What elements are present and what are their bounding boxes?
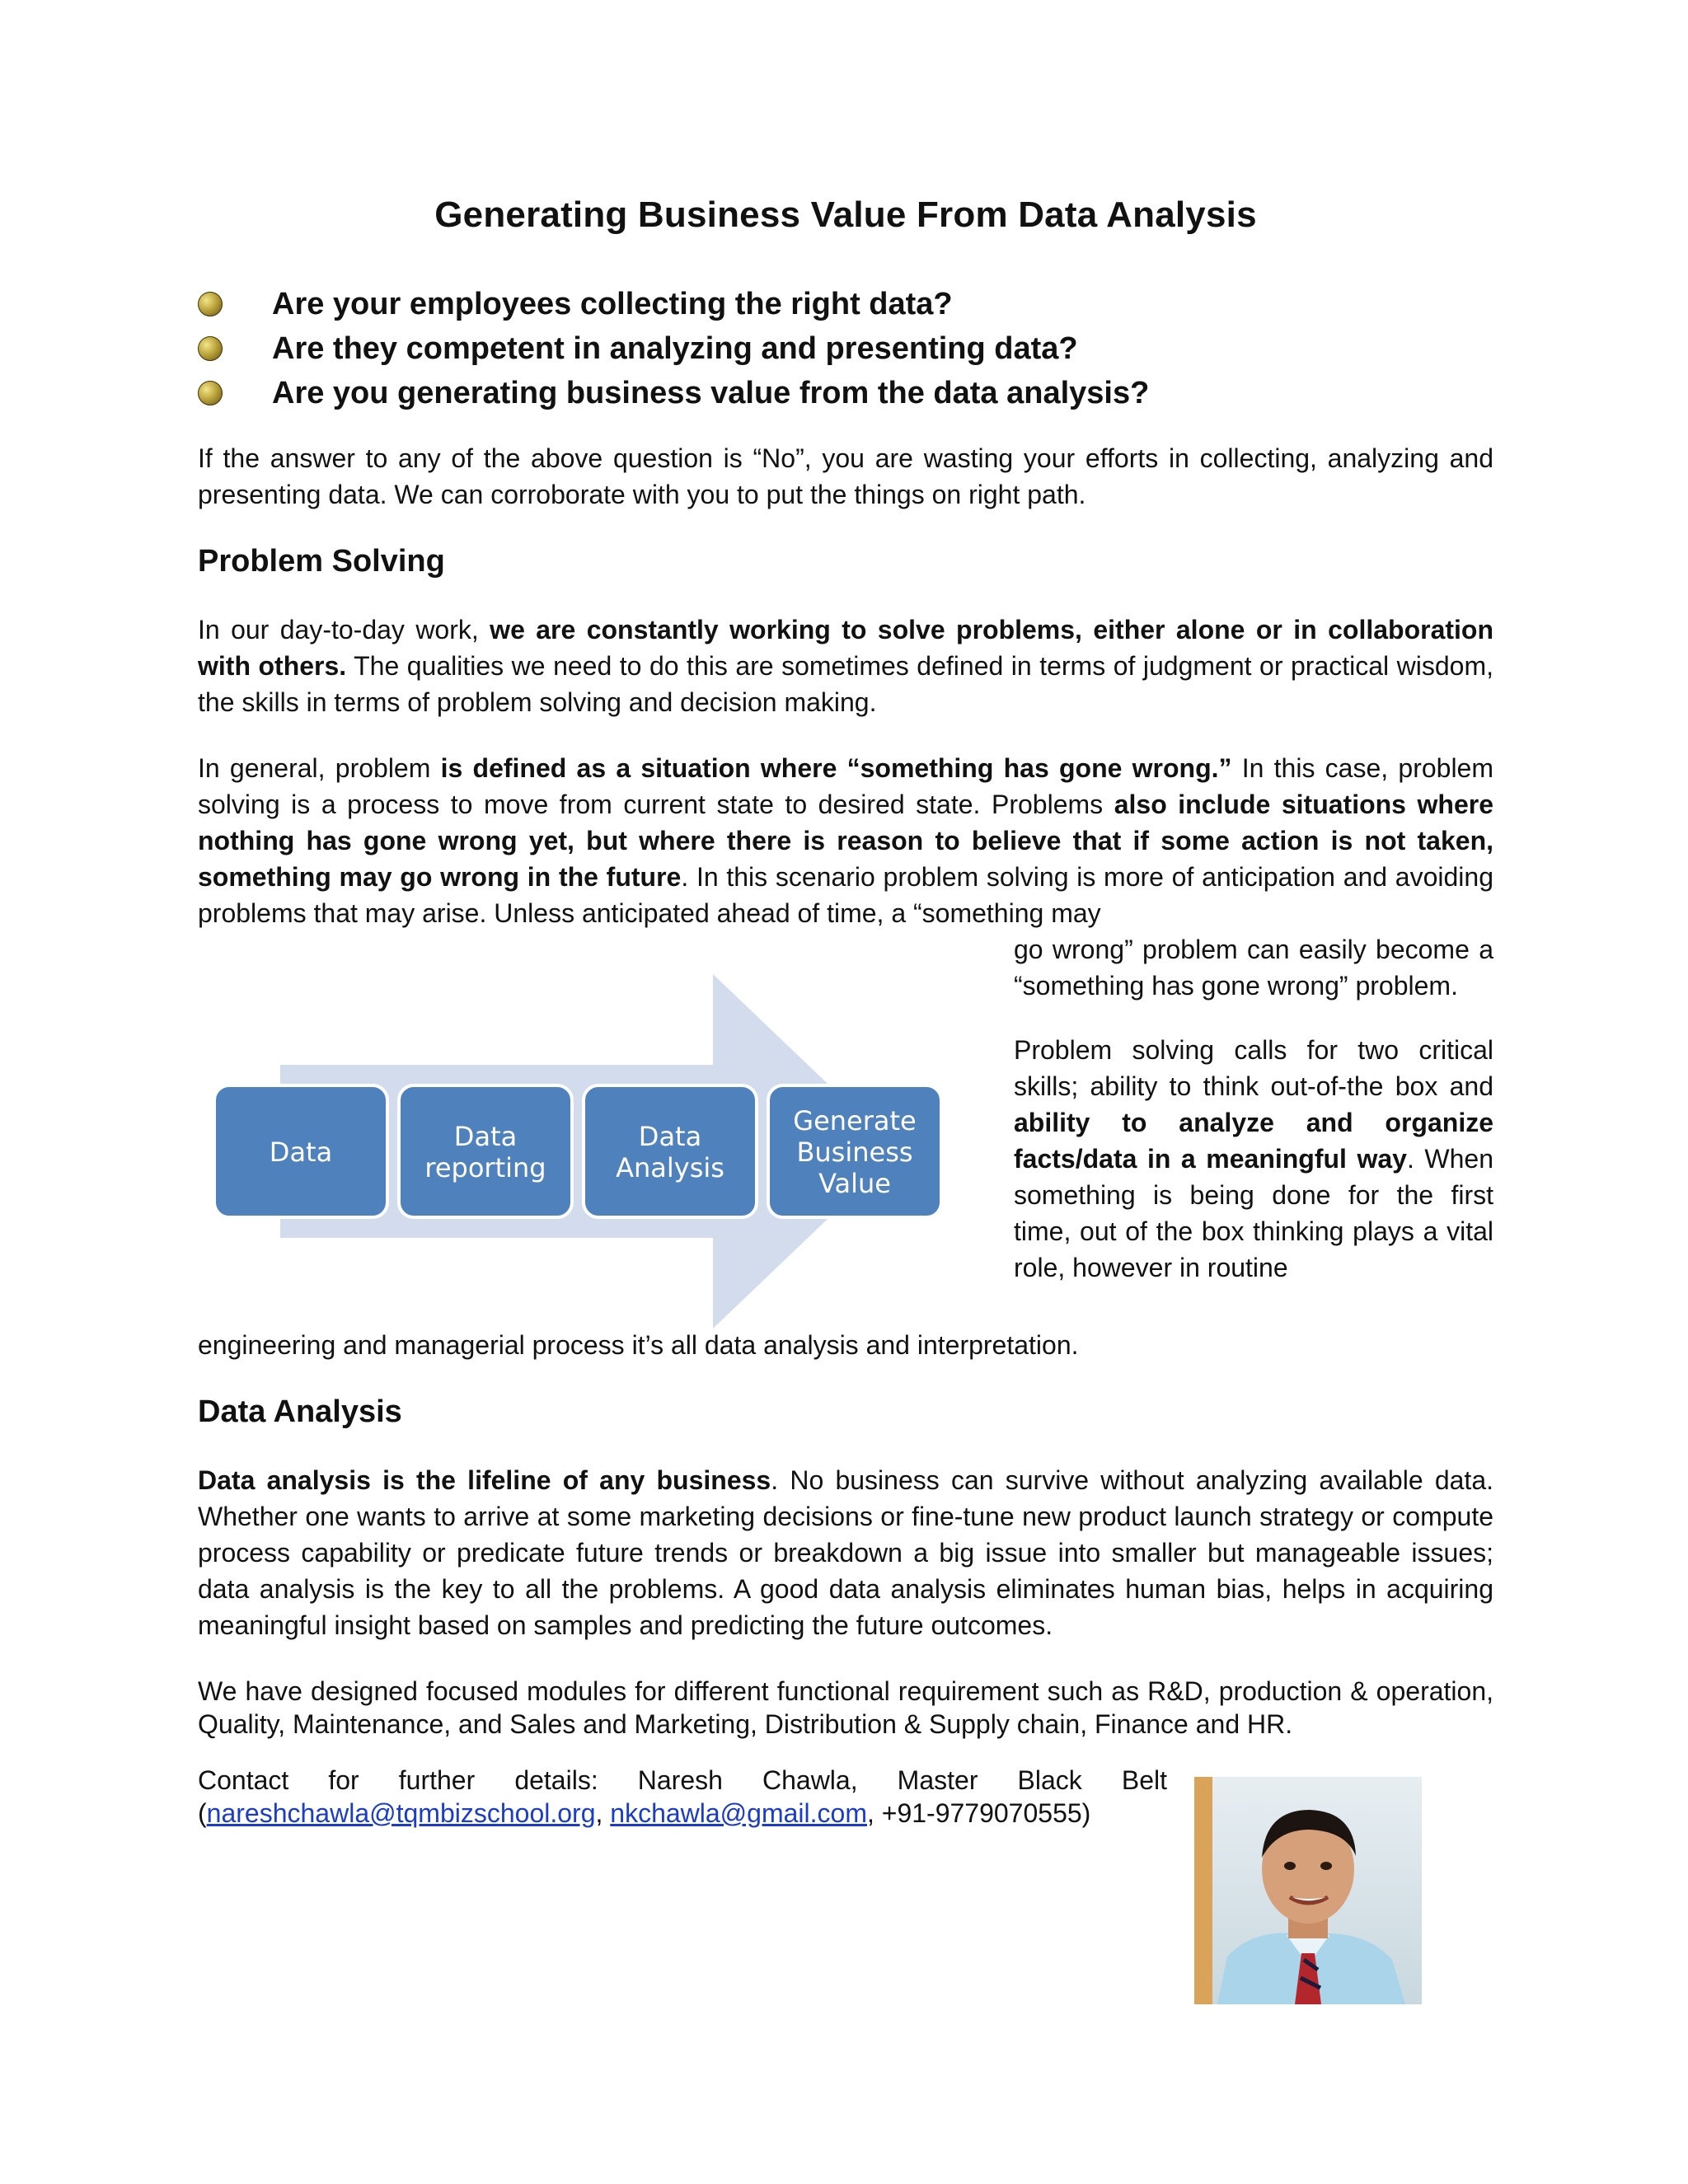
question-text: Are you generating business value from the data analysis? [272,375,1150,410]
data-analysis-paragraph-2: We have designed focused modules for different functional requirement such as R&D, production & operation, Quality, Maintenance, and Sales and Marketing, Distribution & Supply chain, Finance and HR. [198,1676,1493,1739]
document-title: Generating Business Value From Data Analysis [434,194,1257,235]
question-text: Are your employees collecting the right data? [272,286,953,321]
text-run: . In this scenario problem solving is more of anticipation and avoiding problems that may arise. Unless anticipated ahead of time, a “something may [198,862,1494,928]
problem-solving-paragraph-1 [198,612,1493,720]
question-list [198,282,1149,415]
text-run: , [595,1798,611,1828]
data-analysis-heading: Data Analysis [198,1394,402,1429]
bullet-icon [198,381,272,405]
bold-run: also include situations where nothing has gone wrong yet, but where there is reason to believe that if some action is not taken, something may go wrong in the future [198,790,1494,892]
bold-run: we are constantly working to solve problems, either alone or in collaboration with others. [198,615,1494,681]
contact-phone: , +91-9779070555) [866,1798,1091,1828]
list-item [198,326,1149,371]
email-link-2[interactable]: nkchawla@gmail.com [610,1798,867,1828]
process-step-label: Data [638,1121,702,1152]
list-item [198,371,1149,415]
bold-run: is defined as a situation where “something has gone wrong.” [440,753,1232,783]
data-analysis-paragraph-1 [198,1462,1493,1643]
contact-paragraph [198,1764,1167,1830]
text-run: In our day-to-day work, [198,615,490,644]
process-step-label: Analysis [616,1152,724,1183]
wrap-paragraph-1: go wrong” problem can easily become a “something has gone wrong” problem. [1014,935,1493,1001]
bold-run: Data analysis is the lifeline of any business [198,1465,771,1495]
problem-solving-paragraph-2 [198,750,1493,931]
process-diagram [214,974,956,1329]
problem-solving-tail: engineering and managerial process it’s all data analysis and interpretation. [198,1330,1079,1360]
contact-lead: Contact for further details: Naresh Chawla, Master Black Belt [198,1765,1167,1795]
wrapped-text-column [1014,931,1493,1286]
process-step-label: Data [453,1121,518,1152]
text-run: . When something is being done for the first time, out of the box thinking plays a vital role, however in routine [1014,1144,1493,1282]
question-text: Are they competent in analyzing and presenting data? [272,330,1078,366]
process-step-label: Business [796,1137,913,1168]
figure-row [198,931,1493,1335]
text-run: The qualities we need to do this are sometimes defined in terms of judgment or practical wisdom, the skills in terms of problem solving and decision making. [198,651,1494,717]
intro-paragraph: If the answer to any of the above question is “No”, you are wasting your efforts in collecting, analyzing and presenting data. We can corroborate with you to put the things on right path. [198,443,1493,509]
process-step-label: Generate [793,1105,917,1137]
bold-run: ability to analyze and organize facts/data in a meaningful way [1014,1108,1493,1174]
process-step-label: reporting [424,1152,546,1183]
bullet-icon [198,336,272,361]
email-link-1[interactable]: nareshchawla@tqmbizschool.org [206,1798,596,1828]
text-run: In general, problem [198,753,441,783]
problem-solving-heading: Problem Solving [198,544,445,579]
process-step-label: Value [818,1168,891,1199]
text-run: In this case, problem solving is a process to move from current state to desired state. Problems [198,753,1494,819]
wrap-paragraph-2 [1014,1032,1493,1286]
bullet-icon [198,292,272,316]
process-step-label: Data [269,1137,333,1168]
portrait-photo [1194,1777,1422,2004]
text-run: Problem solving calls for two critical skills; ability to think out-of-the box and [1014,1035,1493,1101]
list-item [198,282,1149,326]
text-run: . No business can survive without analyzing available data. Whether one wants to arrive at some marketing decisions or fine-tune new product launch strategy or compute process capability or predicate future trends or breakdown a big issue into smaller but manageable issues; data analysis is the key to all the problems. A good data analysis eliminates human bias, helps in acquiring meaningful insight based on samples and predicting the future outcomes. [198,1465,1494,1640]
text-run: ( [198,1798,207,1828]
